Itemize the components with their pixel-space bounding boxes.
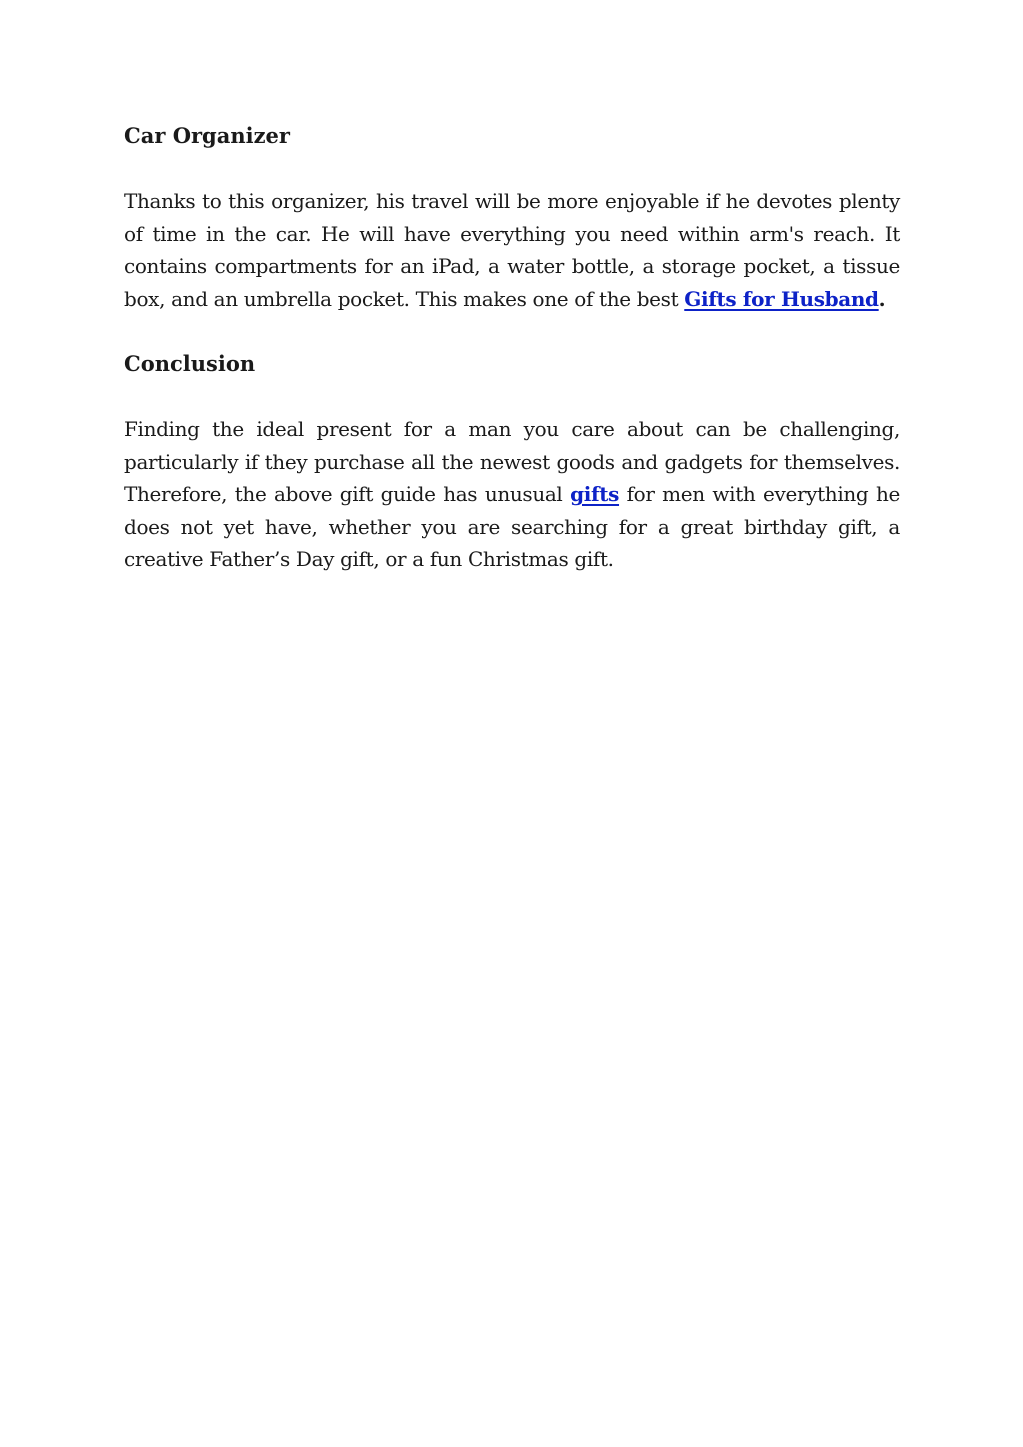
paragraph-text-end: for men with everything he does not yet have, whether you are searching for a great birthday gift, a creative Father’s Day gift, or a fun Christmas gift. [124,482,900,571]
paragraph-text: Thanks to this organizer, his travel will be more enjoyable if he devotes plenty of time in the car. He will have everything you need within arm's reach. It contains compartments for an iPad, a water bottle, a storage pocket, a tissue box, and an umbrella pocket. This makes one of the best [124,189,900,311]
conclusion-paragraph [124,413,900,576]
spacer [124,380,900,413]
spacer [124,152,900,185]
section-heading-conclusion: Conclusion [124,351,256,376]
gifts-for-husband-link[interactable]: Gifts for Husband [684,286,879,311]
gifts-link[interactable]: gifts [570,482,620,506]
paragraph-text-end: . [878,286,886,311]
spacer [124,315,900,348]
paragraph-text: Finding the ideal present for a man you care about can be challenging, particularly if they purchase all the newest goods and gadgets for themselves. Therefore, the above gift guide has unusual [124,417,900,506]
section-heading-car-organizer: Car Organizer [124,123,290,148]
car-organizer-paragraph [124,185,900,315]
document-page [124,120,900,576]
